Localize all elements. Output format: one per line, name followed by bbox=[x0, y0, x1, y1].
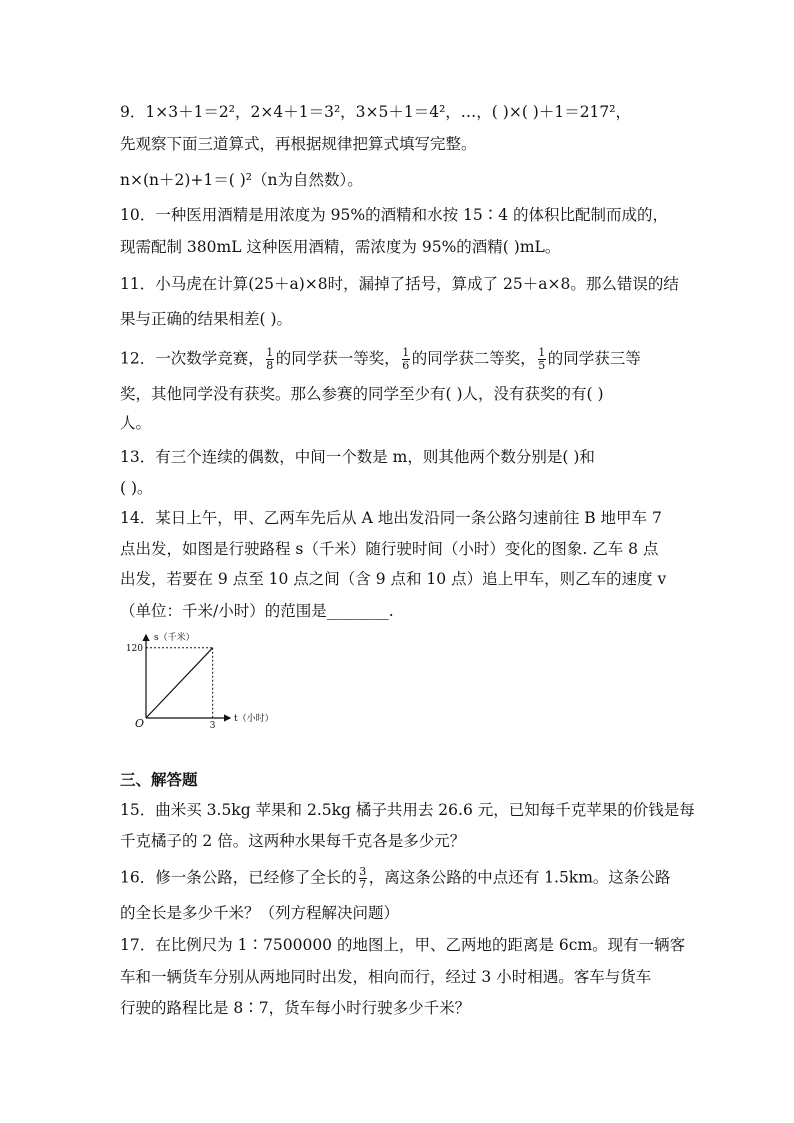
q12-text-a: 12．一次数学竞赛， bbox=[120, 349, 264, 368]
frac-denominator: 8 bbox=[266, 359, 274, 372]
q17-line2: 车和一辆货车分别从两地同时出发，相向而行，经过 3 小时相遇。客车与货车 bbox=[120, 968, 652, 986]
q16-line1 bbox=[120, 866, 670, 891]
q10-line2: 现需配制 380mL 这种医用酒精，需浓度为 95%的酒精( )mL。 bbox=[120, 238, 561, 256]
q14-line2: 点出发，如图是行驶路程 s（千米）随行驶时间（小时）变化的图象. 乙车 8 点 bbox=[120, 540, 659, 558]
frac-denominator: 5 bbox=[538, 359, 546, 372]
x-tick-label: 3 bbox=[209, 721, 216, 730]
frac-numerator: 1 bbox=[538, 346, 546, 359]
q16-text-b: ，离这条公路的中点还有 1.5km。这条公路 bbox=[368, 868, 671, 887]
q13-line1: 13．有三个连续的偶数，中间一个数是 m，则其他两个数分别是( )和 bbox=[120, 448, 595, 466]
q17-line3: 行驶的路程比是 8∶7，货车每小时行驶多少千米？ bbox=[120, 999, 471, 1017]
frac-denominator: 6 bbox=[402, 359, 410, 372]
q12-text-b: 的同学获一等奖， bbox=[275, 349, 400, 368]
q12-line1 bbox=[120, 347, 641, 372]
q9-line1: 9．1×3＋1＝2²，2×4＋1＝3²，3×5＋1＝4²，…，( )×( )＋1＝217²， bbox=[120, 103, 631, 121]
q14-line4: （单位：千米/小时）的范围是________. bbox=[120, 602, 394, 620]
q9-line3: n×(n＋2)+1＝( )²（n为自然数）。 bbox=[120, 171, 363, 189]
frac-numerator: 3 bbox=[359, 865, 367, 878]
q10-line1: 10．一种医用酒精是用浓度为 95%的酒精和水按 15∶4 的体积比配制而成的， bbox=[120, 206, 669, 224]
frac-numerator: 1 bbox=[402, 346, 410, 359]
distance-time-graph bbox=[108, 625, 278, 730]
q11-line2: 果与正确的结果相差( )。 bbox=[120, 310, 293, 328]
q12-line2: 奖，其他同学没有获奖。那么参赛的同学至少有( )人，没有获奖的有( ) bbox=[120, 385, 604, 403]
series-line bbox=[146, 648, 213, 718]
origin-label: O bbox=[135, 717, 145, 730]
q11-line1: 11．小马虎在计算(25＋a)×8时，漏掉了括号，算成了 25＋a×8。那么错误的结 bbox=[120, 275, 679, 293]
fraction-three-sevenths bbox=[359, 866, 367, 891]
y-tick-label: 120 bbox=[125, 643, 143, 654]
q9-line2: 先观察下面三道算式，再根据规律把算式填写完整。 bbox=[120, 135, 477, 153]
fraction-one-eighth bbox=[266, 347, 274, 372]
frac-denominator: 7 bbox=[359, 878, 367, 891]
q14-line3: 出发，若要在 9 点至 10 点之间（含 9 点和 10 点）追上甲车，则乙车的速度 v bbox=[120, 570, 667, 588]
q12-text-c: 的同学获二等奖， bbox=[411, 349, 536, 368]
q12-line3: 人。 bbox=[120, 414, 152, 432]
q16-text-a: 16．修一条公路，已经修了全长的 bbox=[120, 868, 357, 887]
q12-text-d: 的同学获三等 bbox=[547, 349, 641, 368]
y-axis-label: s（千米） bbox=[154, 633, 195, 643]
section-heading: 三、解答题 bbox=[120, 771, 198, 789]
fraction-one-sixth bbox=[402, 347, 410, 372]
q17-line1: 17．在比例尺为 1∶7500000 的地图上，甲、乙两地的距离是 6cm。现有一辆客 bbox=[120, 936, 686, 954]
x-axis-label: t（小时） bbox=[234, 714, 274, 724]
q15-line2: 千克橘子的 2 倍。这两种水果每千克各是多少元？ bbox=[120, 832, 466, 850]
q14-line1: 14．某日上午，甲、乙两车先后从 A 地出发沿同一条公路匀速前往 B 地甲车 7 bbox=[120, 509, 662, 527]
fraction-one-fifth bbox=[538, 347, 546, 372]
q16-line2: 的全长是多少千米？（列方程解决问题） bbox=[120, 904, 400, 922]
q15-line1: 15．曲米买 3.5kg 苹果和 2.5kg 橘子共用去 26.6 元，已知每千克苹果的价钱是每 bbox=[120, 801, 695, 819]
frac-numerator: 1 bbox=[266, 346, 274, 359]
q13-line2: ( )。 bbox=[120, 479, 153, 497]
